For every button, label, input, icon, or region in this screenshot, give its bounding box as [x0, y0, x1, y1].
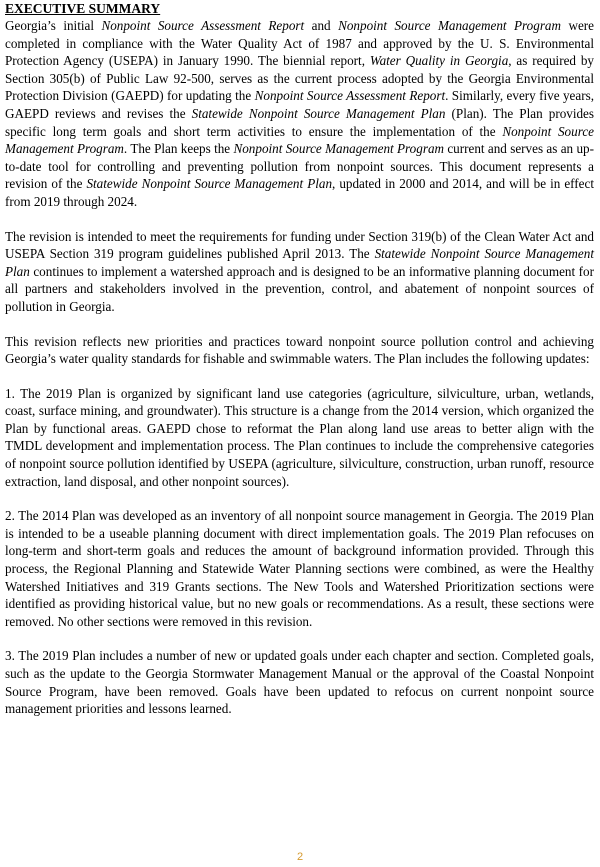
italic-title-text: Nonpoint Source Assessment Report: [254, 88, 446, 104]
paragraph-text: 2. The 2014 Plan was developed as an inventory of all nonpoint source management in Georgia. The 2019 Plan is intended to be a useable planning document with direct implementation goals. The 2019 Plan refocuses on long-term and short-term goals and reduces the amount of background information provided. Through this process, the Regional Planning and Statewide Water Planning sections were combined, as were the Healthy Watershed Initiatives and 319 Grants sections. The New Tools and Watershed Prioritization sections were identified as providing historical value, but no new goals or recommendations. As a result, these sections were removed. No other sections were removed in this revision.: [5, 508, 594, 629]
italic-title-text: Nonpoint Source Management Program: [5, 123, 594, 157]
paragraph-text: , as required by Section 305(b) of Public Law 92-500, serves as the current process adopted by the Georgia Environmental Protection Division (GAEPD) for updating the: [5, 53, 594, 104]
paragraph-text: 3. The 2019 Plan includes a number of new or updated goals under each chapter and section. Completed goals, such as the update to the Georgia Stormwater Management Manual or the approval of the Coastal Nonpoint Source Program, have been removed. Goals have been updated to refocus on current nonpoint source management priorities and lessons learned.: [5, 648, 594, 717]
section-heading: EXECUTIVE SUMMARY: [5, 1, 161, 16]
paragraph-text: The revision is intended to meet the requirements for funding under Section 319(b) of the Clean Water Act and USEPA Section 319 program guidelines published April 2013. The: [5, 228, 594, 262]
paragraph-text: 1. The 2019 Plan is organized by significant land use categories (agriculture, silviculture, urban, wetlands, coast, surface mining, and groundwater). This structure is a change from the 2014 version, which organized the Plan by functional areas. GAEPD chose to reformat the Plan along land use areas to better align with the TMDL development and implementation process. The Plan continues to include the comprehensive categories of nonpoint source pollution identified by USEPA (agriculture, silviculture, construction, urban runoff, resource extraction, land disposal, and other nonpoint sources).: [5, 385, 594, 489]
body-text: [5, 17, 594, 718]
italic-title-text: Statewide Nonpoint Source Management Plan: [5, 246, 594, 279]
paragraph: [5, 333, 594, 368]
paragraph-text: . Similarly, every five years, GAEPD reviews and revises the: [5, 88, 594, 121]
paragraph: [5, 228, 594, 316]
italic-title-text: Nonpoint Source Management Program: [338, 18, 561, 33]
paragraph-text: and: [304, 18, 339, 33]
paragraph-text: (Plan). The Plan provides specific long term goals and short term activities to ensure the implementation of the: [5, 105, 594, 139]
paragraph: [5, 507, 594, 630]
page-number: 2: [296, 851, 304, 863]
paragraph: [5, 17, 594, 211]
italic-title-text: Water Quality in Georgia: [369, 53, 509, 69]
paragraph: [5, 647, 594, 717]
italic-title-text: Statewide Nonpoint Source Management Plan: [86, 176, 333, 192]
paragraph-text: were completed in compliance with the Water Quality Act of 1987 and approved by the U. S. Environmental Protection Agency (USEPA) in January 1990. The biennial report,: [5, 18, 594, 69]
italic-title-text: Nonpoint Source Management Program: [233, 141, 444, 157]
paragraph-text: . The Plan keeps the: [123, 141, 234, 157]
italic-title-text: Nonpoint Source Assessment Report: [101, 18, 305, 33]
paragraph-text: Georgia’s initial: [5, 18, 102, 33]
italic-title-text: Statewide Nonpoint Source Management Plan: [191, 105, 446, 121]
paragraph-text: This revision reflects new priorities and practices toward nonpoint source pollution control and achieving Georgia’s water quality standards for fishable and swimmable waters. The Plan includes the following updates:: [5, 333, 594, 367]
paragraph: [5, 385, 594, 491]
paragraph-text: current and serves as an up-to-date tool for controlling and preventing pollution from nonpoint sources. This document represents a revision of the: [5, 141, 594, 192]
paragraph-text: continues to implement a watershed approach and is designed to be an informative planning document for all partners and stakeholders involved in the prevention, control, and abatement of nonpoint sources of pollution in Georgia.: [5, 263, 594, 314]
paragraph-text: , updated in 2000 and 2014, and will be in effect from 2019 through 2024.: [5, 176, 594, 209]
